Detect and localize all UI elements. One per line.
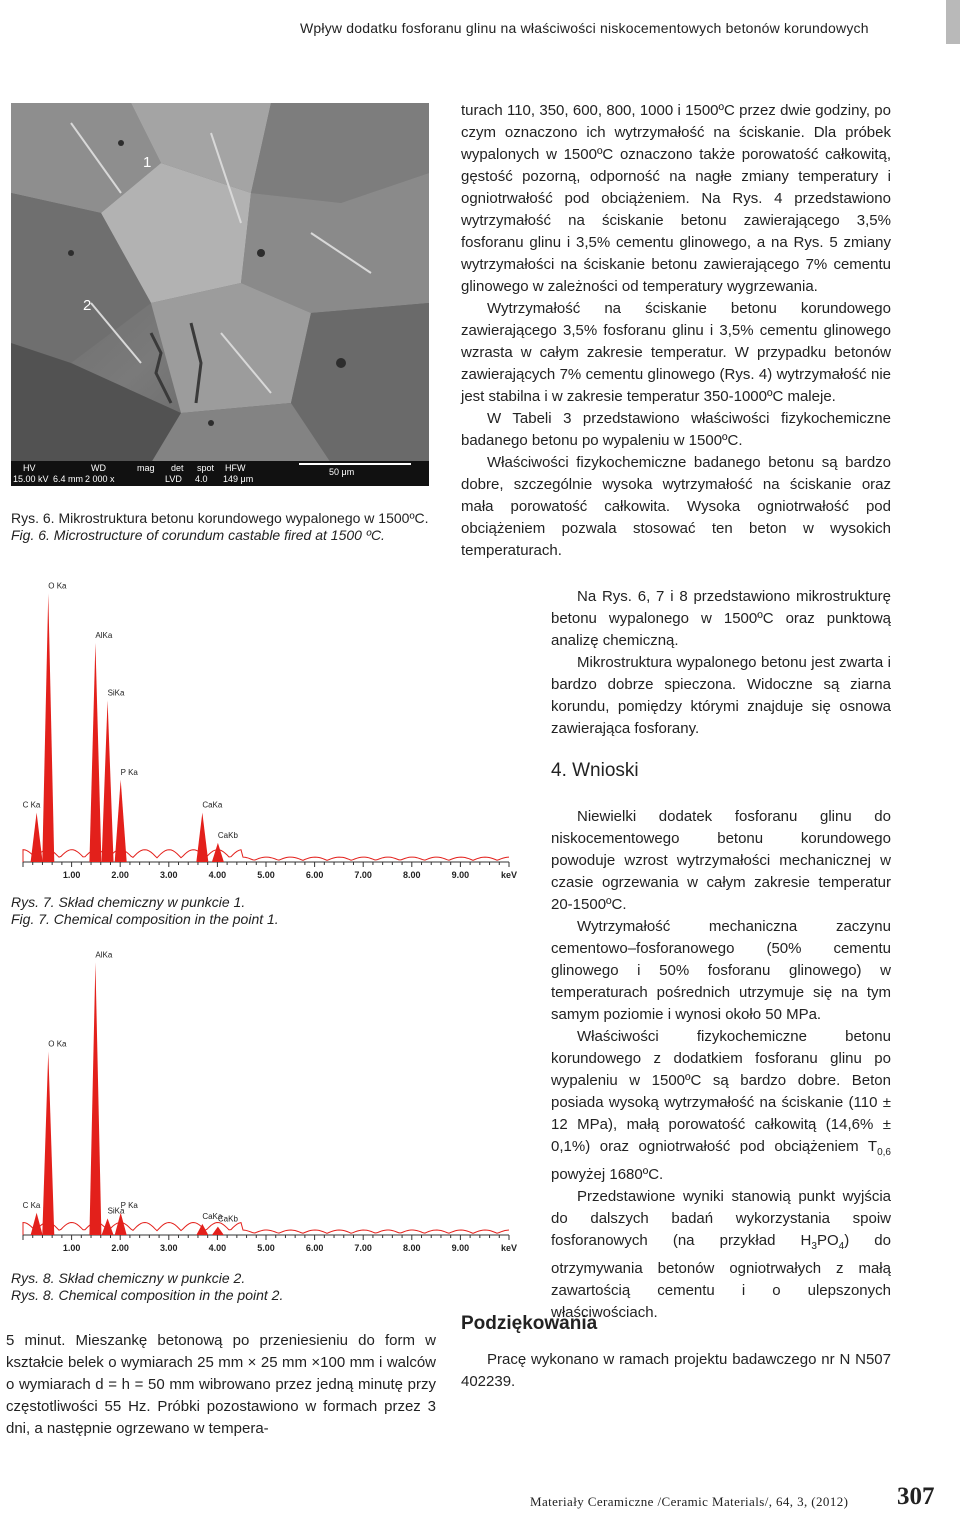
fig8-tick-label: 7.00 xyxy=(354,1243,372,1253)
fig7-tick-label: 3.00 xyxy=(160,870,178,880)
sem-point-label-2: 2 xyxy=(83,297,92,314)
paragraph-6: Mikrostruktura wypalonego betonu jest zwarta i bardzo dobrze spieczona. Widoczne są ziarna korundu, pomiędzy którymi znajduje się osnowa zawierająca fosforany. xyxy=(551,654,891,737)
ack-text: Pracę wykonano w ramach projektu badawczego nr N N507 402239. xyxy=(461,1351,891,1390)
fig7-peak-sika xyxy=(102,700,114,862)
databar-value-hfw: 149 μm xyxy=(223,474,254,484)
fig7-peak-cakb xyxy=(212,843,224,862)
sem-point-label-1: 1 xyxy=(143,154,152,171)
fig8-peak-label: CaKb xyxy=(217,1214,238,1224)
journal-footer: Materiały Ceramiczne /Ceramic Materials/, 64, 3, (2012) xyxy=(530,1494,849,1509)
databar-value-mag: 2 000 x xyxy=(85,474,115,484)
fig8-caption-en: Rys. 8. Chemical composition in the point 2. xyxy=(11,1287,284,1303)
fig8-tick-label: 3.00 xyxy=(160,1243,178,1253)
fig7-tick-label: 8.00 xyxy=(403,870,421,880)
left-column-bottom xyxy=(6,1330,436,1440)
fig7-peak-label: P Ka xyxy=(120,767,138,777)
fig7-caption-en: Fig. 7. Chemical composition in the point 1. xyxy=(11,911,279,927)
fig7-chart xyxy=(11,576,523,892)
fig7-peak-label: CaKa xyxy=(202,800,223,810)
left-bottom-paragraph: 5 minut. Mieszankę betonową po przeniesieniu do form w kształcie belek o wymiarach 25 mm × 25 mm ×100 mm i walców o wymiarach d = h = 50 mm wibrowano przez jedną minutę przy częstotliwości 55 Hz. Próbki pozostawiono w formach przez 3 dni, a następnie ogrzewano w tempera- xyxy=(6,1332,436,1437)
databar-header-det: det xyxy=(171,463,184,473)
fig7-tick-label: keV xyxy=(500,870,518,880)
databar-value-wd: 6.4 mm xyxy=(53,474,84,484)
databar-header-hfw: HFW xyxy=(225,463,246,473)
conclusions-section xyxy=(551,760,891,782)
fig7-peak-c-ka xyxy=(31,813,43,862)
fig8-caption-pl: Rys. 8. Skład chemiczny w punkcie 2. xyxy=(11,1270,246,1286)
fig8-peak-c-ka xyxy=(31,1213,43,1235)
fig8-tick-label: 8.00 xyxy=(403,1243,421,1253)
fig8-peak-label: CaKa xyxy=(202,1211,223,1221)
fig6-caption-pl: Rys. 6. Mikrostruktura betonu korundowego wypalonego w 1500ºC. xyxy=(11,510,429,526)
fig8-peak-label: C Ka xyxy=(22,1200,41,1210)
conclusion-4-sub2: 4 xyxy=(838,1241,845,1252)
fig7-tick-label: 6.00 xyxy=(305,870,324,880)
paragraph-5: Na Rys. 6, 7 i 8 przedstawiono mikrostrukturę betonu wypalonego w 1500ºC oraz punktową analizę chemiczną. xyxy=(551,588,891,649)
conclusion-3-end: powyżej 1680ºC. xyxy=(551,1166,664,1183)
fig7-caption-pl: Rys. 7. Skład chemiczny w punkcie 1. xyxy=(11,894,246,910)
fig7-peak-label: SiKa xyxy=(107,688,125,698)
fig7-peak-label: C Ka xyxy=(22,800,41,810)
fig8-tick-label: 6.00 xyxy=(305,1243,324,1253)
fig8-peak-o-ka xyxy=(42,1052,54,1235)
fig8-peak-cakb xyxy=(212,1227,224,1235)
conclusion-4-sub1: 3 xyxy=(811,1241,817,1252)
fig8-tick-label: 1.00 xyxy=(62,1243,81,1253)
fig7-tick-label: 2.00 xyxy=(111,870,129,880)
fig7-peak-alka xyxy=(89,643,101,862)
conclusion-3 xyxy=(551,1026,891,1186)
fig7-tick-label: 5.00 xyxy=(257,870,275,880)
fig8-spectrum xyxy=(11,945,523,1265)
fig7-peak-label: O Ka xyxy=(48,581,67,591)
paragraph-2: Wytrzymałość na ściskanie betonu korundowego zawierającego 3,5% fosforanu glinu i 3,5% cementu glinowego wzrasta w całym zakresie temperatur. W przypadku betonów zawierających 7% cementu glinowego (Rys. 4) wytrzymałość nie jest stabilna i w zakresie temperatur 350-1000ºC maleje. xyxy=(461,300,891,405)
databar-value-det: LVD xyxy=(165,474,182,484)
databar-value-spot: 4.0 xyxy=(195,474,208,484)
fig7-peak-caka xyxy=(196,813,208,862)
databar-header-mag: mag xyxy=(137,463,155,473)
databar-value-hv: 15.00 kV xyxy=(13,474,49,484)
conclusion-4-b: PO xyxy=(816,1232,839,1249)
conclusion-1: Niewielki dodatek fosforanu glinu do niskocementowego betonu korundowego powoduje wzrost wytrzymałości mechanicznej w czasie ogrzewania w całym zakresie temperatur 20-1500ºC. xyxy=(551,808,891,913)
databar-header-hv: HV xyxy=(23,463,36,473)
fig7-tick-label: 4.00 xyxy=(208,870,227,880)
conclusion-4 xyxy=(551,1186,891,1324)
fig7-tick-label: 1.00 xyxy=(62,870,81,880)
paragraph-4: Właściwości fizykochemiczne badanego betonu są bardzo dobre, szczególnie wysoka wytrzymałość na ściskanie oraz mała porowatość całkowita. Wysoka ogniotrwałość pod obciążeniem pozwala stosować ten beton w wysokich temperaturach. xyxy=(461,454,891,559)
ack-title: Podziękowania xyxy=(461,1313,598,1334)
paragraph-1: turach 110, 350, 600, 800, 1000 i 1500ºC przez dwie godziny, po czym oznaczono ich wytrzymałość na ściskanie. Dla próbek wypalonych w 1500ºC oznaczono także porowatość całkowitą, gęstość pozorną, odporność na nagłe zmiany temperatury i ogniotrwałość pod obciążeniem. Na Rys. 4 przedstawiono wytrzymałość na ściskanie betonu zawierającego 3,5% fosforanu glinu i 3,5% cementu glinowego, a na Rys. 5 zmiany wytrzymałości na ściskanie betonu zawierającego 7% cementu glinowego w zależności od temperatury wygrzewania. xyxy=(461,102,891,295)
fig8-tick-label: 5.00 xyxy=(257,1243,275,1253)
fig7-spectrum xyxy=(11,576,523,892)
conclusion-2: Wytrzymałość mechaniczna zaczynu cementowo–fosforanowego (50% cementu glinowego i 50% fosforanu glinowego) w temperaturach pośrednich utrzymuje się na tym samym poziomie i wynosi około 50 MPa. xyxy=(551,918,891,1023)
conclusion-4-a: Przedstawione wyniki stanowią punkt wyjścia do dalszych badań wykorzystania spoiw fosforanowych (na przykład H xyxy=(551,1188,891,1249)
sem-micrograph xyxy=(11,103,429,486)
conclusion-3-subscript: 0,6 xyxy=(877,1147,891,1158)
header-tab-marker xyxy=(946,0,960,44)
fig8-caption xyxy=(11,1270,441,1304)
fig7-peak-o-ka xyxy=(42,593,54,862)
fig6-caption-en: Fig. 6. Microstructure of corundum castable fired at 1500 ºC. xyxy=(11,527,385,543)
fig7-caption xyxy=(11,894,441,928)
section-title-conclusions: 4. Wnioski xyxy=(551,760,639,781)
fig8-peak-label: P Ka xyxy=(120,1200,138,1210)
fig8-peak-label: AlKa xyxy=(95,950,113,960)
paragraph-3: W Tabeli 3 przedstawiono właściwości fizykochemiczne badanego betonu po wypaleniu w 1500ºC. xyxy=(461,410,891,449)
sem-image xyxy=(11,103,429,486)
right-column-upper xyxy=(461,100,891,562)
fig7-tick-label: 7.00 xyxy=(354,870,372,880)
fig7-peak-label: AlKa xyxy=(95,630,113,640)
fig8-tick-label: 2.00 xyxy=(111,1243,129,1253)
fig8-peak-label: O Ka xyxy=(48,1039,67,1049)
fig8-tick-label: 9.00 xyxy=(451,1243,470,1253)
databar-header-wd: WD xyxy=(91,463,106,473)
fig7-peak-p-ka xyxy=(115,780,127,862)
fig8-peak-alka xyxy=(89,963,101,1235)
fig8-peak-label: SiKa xyxy=(107,1206,125,1216)
conclusions-body xyxy=(551,806,891,1324)
conclusion-4-c: ) do otrzymywania betonów ogniotrwałych z małą zawartością cementu i o ulepszonych właściwościach. xyxy=(551,1232,891,1321)
running-header: Wpływ dodatku fosforanu glinu na właściwości niskocementowych betonów korundowych xyxy=(300,20,869,36)
fig8-tick-label: 4.00 xyxy=(208,1243,227,1253)
fig7-peak-label: CaKb xyxy=(217,830,238,840)
conclusion-3-text: Właściwości fizykochemiczne betonu korundowego z dodatkiem fosforanu glinu po wypaleniu w 1500ºC są bardzo dobre. Beton posiada wysoką wytrzymałość na ściskanie (110 ± 12 MPa), małą porowatość całkowitą (14,6% ± 0,1%) oraz ogniotrwałość pod obciążeniem T xyxy=(551,1028,891,1155)
fig8-chart xyxy=(11,945,523,1265)
acknowledgements xyxy=(461,1313,891,1393)
right-column-narrow xyxy=(551,586,891,740)
page-number: 307 xyxy=(897,1483,935,1510)
databar-header-spot: spot xyxy=(197,463,215,473)
fig6-caption xyxy=(11,510,441,544)
fig8-tick-label: keV xyxy=(500,1243,518,1253)
fig7-tick-label: 9.00 xyxy=(451,870,470,880)
scale-bar-label: 50 μm xyxy=(329,467,355,477)
